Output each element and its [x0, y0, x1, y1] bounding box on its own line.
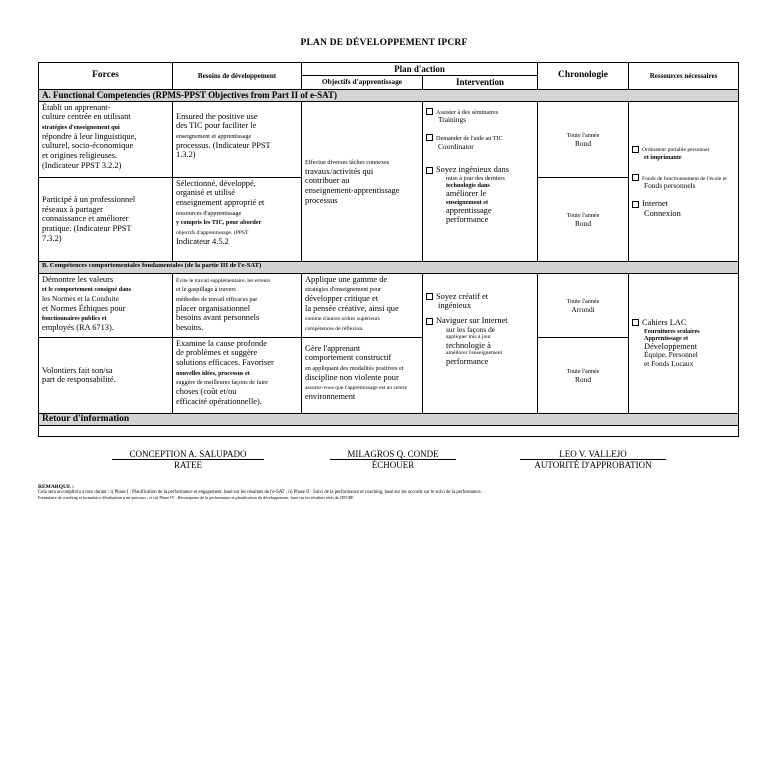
- section-a-objectifs: Effectue diverses tâches connexes travaux/activités qui contribuer au enseignement-apprentissage processus: [302, 101, 423, 261]
- section-b-row1-chrono: Toute l'année Arrondi: [538, 273, 629, 337]
- header-intervention: Intervention: [423, 76, 538, 89]
- section-a-row1-forces: Établi un apprenant- culture centrée en utilisant stratégies d'enseignement qui répondre à leur linguistique, culturel, socio-économique et origines religieuses. (Indicateur PPST 3.2.2): [39, 101, 173, 177]
- signature-approving-authority: [520, 449, 666, 470]
- intervention-b-item2: Naviguer sur Internet sur les façons de appliquer mis à jour technologie à améliorer l'enseignement performance: [426, 316, 534, 366]
- remarks-line1: Cela sera accomplit/ra à tour durant : i) Phase I : Planification de la performance et engagement, basé sur les résultats de l'e-SAT ; ii) Phase II : Suivi de la performance et coaching, basé sur les accords sur le suivi de la performance.: [38, 490, 482, 495]
- remarks: [38, 484, 738, 500]
- section-a-row2-chrono: Toute l'année Rond: [538, 177, 629, 261]
- feedback-title: Retour d'information: [39, 413, 739, 425]
- header-besoins: Besoins de développement: [173, 63, 302, 90]
- resource-a-item1: Ordinateur portable personnel et imprimante: [632, 144, 735, 161]
- header-plan-action: Plan d'action: [302, 63, 538, 76]
- section-b-row1-forces: Démontre les valeurs et le comportement consigné dans les Normes et la Conduite et Normes Éthiques pour fonctionnaires publics et employés (RA 6713).: [39, 273, 173, 337]
- section-a-ressources: [629, 101, 739, 261]
- signature-role: AUTORITÉ D'APPROBATION: [534, 460, 652, 470]
- checkbox-icon: [426, 318, 433, 325]
- section-b-row1-objectifs: Applique une gamme de stratégies d'enseignement pour développer critique et la pensée créative, ainsi que comme d'autres ordres supérieurs compétences de réflexion.: [302, 273, 423, 337]
- feedback-content[interactable]: [39, 425, 739, 436]
- section-a-row1-besoins: Ensured the positive use des TIC pour faciliter le enseignement et apprentissage processus. (Indicateur PPST 1.3.2): [173, 101, 302, 177]
- section-b-intervention: [423, 273, 538, 413]
- checkbox-icon: [632, 201, 639, 208]
- intervention-a-item1: Assister à des séminaires Trainings: [426, 107, 534, 125]
- remarks-line2: Formulaire de coaching et formulaire d'évaluation à mi-parcours ; et iii) Phase IV : Récompense de la performance et planification du développement, basé sur les résultats réels de l'IPCRF.: [38, 495, 355, 500]
- remarks-title: REMARQUE :: [38, 484, 74, 490]
- section-b-row1-besoins: Évite le travail supplémentaire, les erreurs et le gaspillage à travers méthodes de travail efficaces par placer organisationnel besoins avant personnels besoins.: [173, 273, 302, 337]
- header-objectifs: Objectifs d'apprentissage: [302, 76, 423, 89]
- section-a-row2-besoins: Sélectionné, développé, organisé et utilisé enseignement approprié et ressources d'apprentissage y compris les TIC, pour aborder objectifs d'apprentissage. (PPST Indicateur 4.5.2: [173, 177, 302, 261]
- section-a-row2-forces: Participé à un professionnel réseaux à partager connaissance et améliorer pratique. (Indicateur PPST 7.3.2): [39, 177, 173, 261]
- intervention-b-item1: Soyez créatif et ingénieux: [426, 292, 534, 311]
- header-chronologie: Chronologie: [538, 63, 629, 90]
- header-forces: Forces: [39, 63, 173, 90]
- checkbox-icon: [632, 319, 639, 326]
- checkbox-icon: [426, 167, 433, 174]
- resource-a-item3: Internet Connexion: [632, 199, 735, 218]
- intervention-a-item2: Demander de l'aide au TIC Coordinator: [426, 133, 534, 151]
- signature-role: RATEE: [174, 460, 202, 470]
- section-a-row1-chrono: Toute l'année Rond: [538, 101, 629, 177]
- section-a-intervention: [423, 101, 538, 261]
- section-b-title: B. Compétences comportementales fondamentales (de la partie III de l'e-SAT): [39, 261, 739, 273]
- section-b-row2-besoins: Examine la cause profonde de problèmes et suggère solutions efficaces. Favoriser nouvelles idées, processus et suggère de meilleures façons de faire choses (coût et/ou efficacité opérationnelle).: [173, 337, 302, 413]
- signature-role: ÉCHOUER: [371, 460, 415, 470]
- checkbox-icon: [426, 134, 433, 141]
- checkbox-icon: [632, 174, 639, 181]
- section-b-row2-chrono: Toute l'année Rond: [538, 337, 629, 413]
- development-plan-table: [38, 62, 739, 437]
- signature-ratee: [112, 449, 264, 470]
- section-b-ressources: Cahiers LAC Fournitures scolaires Apprentissage et Développement Équipe, Personnel et Fonds Locaux: [629, 273, 739, 413]
- checkbox-icon: [426, 293, 433, 300]
- resource-a-item2: Fonds de fonctionnement de l'école et Fonds personnels: [632, 173, 735, 191]
- header-ressources: Ressources nécessaires: [629, 63, 739, 90]
- signature-name: LEO V. VALLEJO: [520, 449, 666, 460]
- signature-name: MILAGROS Q. CONDE: [330, 449, 456, 460]
- intervention-a-item3: Soyez ingénieux dans mise à jour des derniers technologie dans améliorer le enseignement et apprentissage performance: [426, 165, 534, 225]
- checkbox-icon: [426, 108, 433, 115]
- signature-rater: [330, 449, 456, 470]
- page-title: PLAN DE DÉVELOPPEMENT IPCRF: [300, 38, 468, 48]
- section-b-row2-objectifs: Gère l'apprenant comportement constructif en appliquant des modalités positives et discipline non violente pour assurez-vous que l'apprentissage est au centre environnement: [302, 337, 423, 413]
- section-a-title: A. Functional Competencies (RPMS-PPST Objectives from Part II of e-SAT): [39, 89, 739, 101]
- checkbox-icon: [632, 146, 639, 153]
- signature-name: CONCEPTION A. SALUPADO: [112, 449, 264, 460]
- section-b-row2-forces: Volontiers fait son/sa part de responsabilité.: [39, 337, 173, 413]
